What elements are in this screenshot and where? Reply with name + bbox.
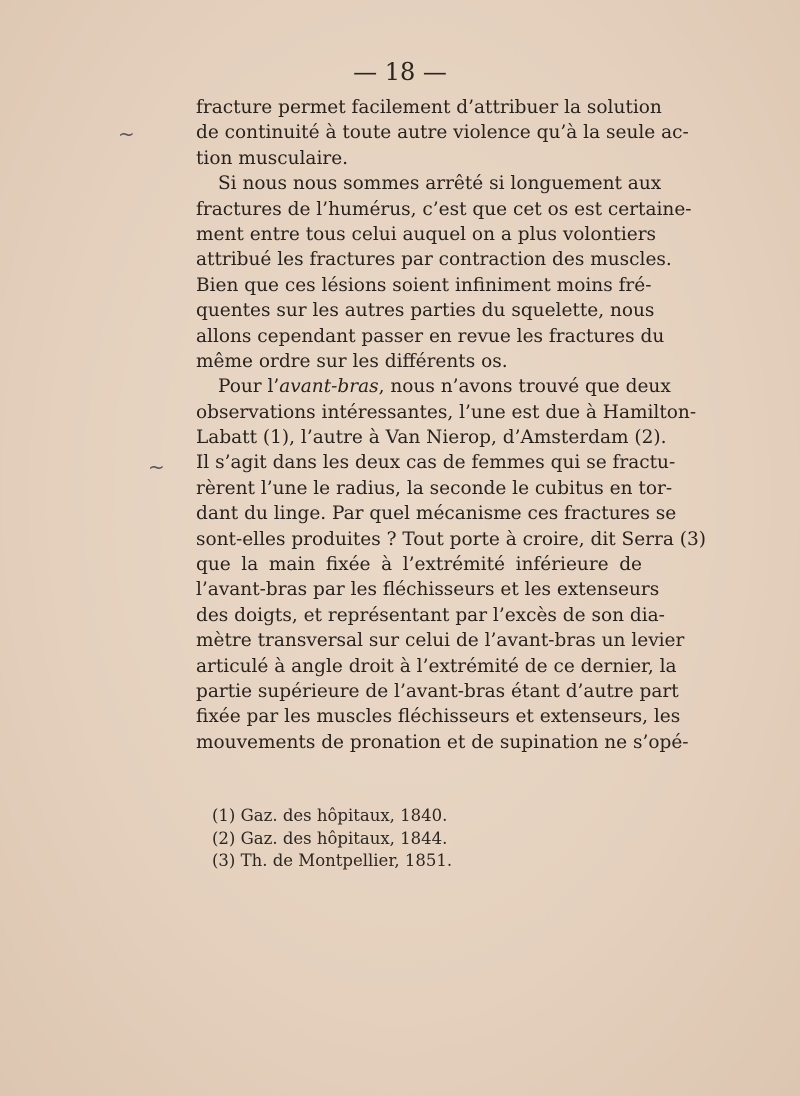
text-line: observations intéressantes, l’une est due à Hamilton-	[196, 401, 697, 423]
text-line: partie supérieure de l’avant-bras étant d’autre part	[196, 680, 679, 702]
text-line: fracture permet facilement d’attribuer la solution	[196, 97, 662, 118]
text-line: des doigts, et représentant par l’excès de son dia-	[196, 604, 665, 626]
text-line: Si nous nous sommes arrêté si longuement aux	[218, 173, 662, 195]
text-line: fractures de l’humérus, c’est que cet os est certaine-	[196, 198, 692, 220]
footnote: (3) Th. de Montpellier, 1851.	[212, 851, 453, 870]
text-line: mouvements de pronation et de supination ne s’opé-	[196, 731, 689, 753]
text-line: Labatt (1), l’autre à Van Nierop, d’Amsterdam (2).	[196, 427, 667, 449]
text-line: de continuité à toute autre violence qu’à la seule ac-	[196, 122, 689, 144]
text-line: attribué les fractures par contraction des muscles.	[196, 249, 672, 271]
italic-term: avant-bras	[279, 376, 379, 398]
text-line: ment entre tous celui auquel on a plus volontiers	[196, 223, 657, 245]
text-line: Il s’agit dans les deux cas de femmes qui se fractu-	[196, 452, 676, 474]
text-line: mètre transversal sur celui de l’avant-bras un levier	[196, 630, 685, 652]
text-fragment: , nous n’avons trouvé que deux	[378, 376, 671, 398]
body-text	[196, 95, 706, 755]
text-line: que la main fixée à l’extrémité inférieure de	[196, 554, 642, 576]
text-line: l’avant-bras par les fléchisseurs et les extenseurs	[196, 579, 660, 601]
footnote: (1) Gaz. des hôpitaux, 1840.	[212, 806, 448, 825]
text-line: tion musculaire.	[196, 147, 349, 169]
text-line	[196, 374, 671, 399]
text-line: rèrent l’une le radius, la seconde le cubitus en tor-	[196, 477, 673, 499]
footnotes	[212, 805, 612, 873]
text-line: même ordre sur les différents os.	[196, 350, 508, 372]
text-line: allons cependant passer en revue les fractures du	[196, 325, 665, 347]
text-line: dant du linge. Par quel mécanisme ces fractures se	[196, 503, 677, 525]
text-line: articulé à angle droit à l’extrémité de ce dernier, la	[196, 655, 677, 677]
text-line: sont-elles produites ? Tout porte à croire, dit Serra (3)	[196, 528, 706, 550]
text-line: quentes sur les autres parties du squelette, nous	[196, 300, 655, 322]
page-number: — 18 —	[353, 58, 447, 86]
margin-pencil-mark: ~	[148, 455, 165, 479]
text-line: Bien que ces lésions soient infiniment moins fré-	[196, 274, 652, 296]
margin-pencil-mark: ~	[118, 122, 135, 146]
text-line: fixée par les muscles fléchisseurs et extenseurs, les	[196, 706, 681, 728]
text-fragment: Pour l’	[218, 376, 280, 398]
footnote: (2) Gaz. des hôpitaux, 1844.	[212, 828, 448, 848]
